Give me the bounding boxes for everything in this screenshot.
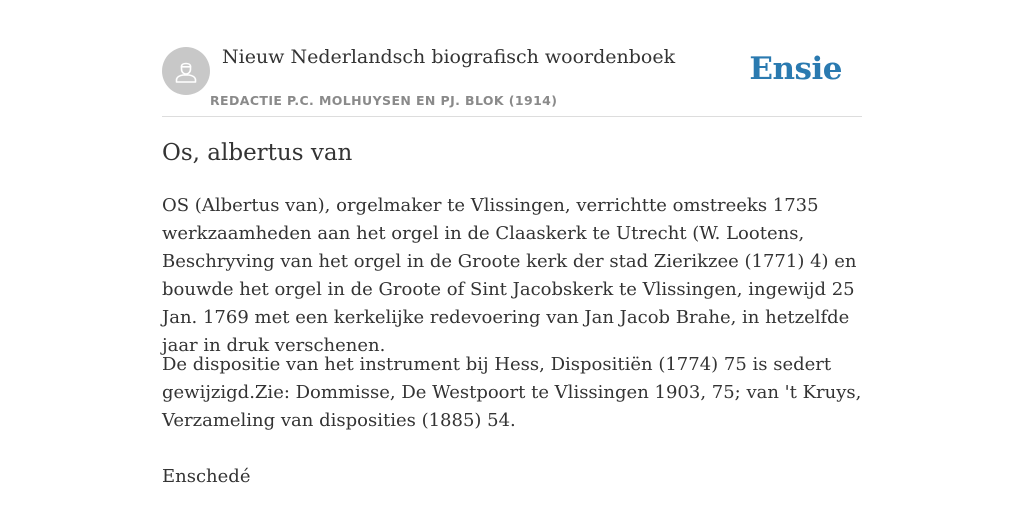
avatar [162, 47, 210, 95]
entry-paragraph: OS (Albertus van), orgelmaker te Vlissingen, verrichtte omstreeks 1735 werkzaamheden aan het orgel in de Claaskerk te Utrecht (W. Lootens, Beschryving van het orgel in de Groote kerk der stad Zierikzee (1771) 4) en bouwde het orgel in de Groote of Sint Jacobskerk te Vlissingen, ingewijd 25 Jan. 1769 met een kerkelijke redevoering van Jan Jacob Brahe, in hetzelfde jaar in druk verschenen. [162, 195, 857, 356]
ensie-logo[interactable]: Ensie [749, 51, 842, 87]
entry-paragraph: De dispositie van het instrument bij Hess, Dispositiën (1774) 75 is sedert gewijzigd.Zie: Dommisse, De Westpoort te Vlissingen 1903, 75; van 't Kruys, Verzameling van disposities (1885) 54. [162, 354, 862, 431]
entry-title: Os, albertus van [162, 140, 353, 166]
source-header [162, 0, 862, 117]
book-editors: REDACTIE P.C. MOLHUYSEN EN PJ. BLOK (1914) [210, 93, 558, 108]
entry-author: Enschedé [162, 466, 251, 487]
user-silhouette-icon [172, 57, 200, 85]
page-container [162, 0, 862, 487]
book-title[interactable]: Nieuw Nederlandsch biografisch woordenboek [222, 46, 676, 68]
